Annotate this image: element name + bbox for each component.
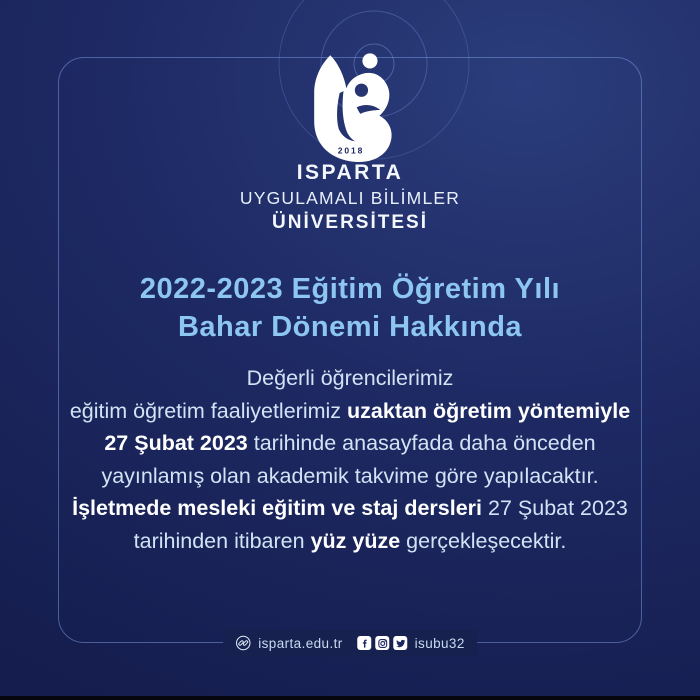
announcement-line: 27 Şubat 2023 tarihinde anasayfada daha önceden <box>104 431 596 455</box>
logo-year: 2018 <box>337 145 365 156</box>
link-icon <box>235 635 251 651</box>
announcement-line: Değerli öğrencilerimiz <box>246 366 454 390</box>
university-name-line1: ISPARTA <box>296 161 404 184</box>
poster-title-line1: 2022-2023 Eğitim Öğretim Yılı <box>139 273 561 305</box>
twitter-icon <box>394 636 408 650</box>
footer-social-icons <box>358 636 408 650</box>
footer-social-handle: isubu32 <box>414 635 465 651</box>
university-name <box>0 161 700 234</box>
university-logo <box>300 50 404 172</box>
footer-website: isparta.edu.tr <box>258 635 343 651</box>
poster-title <box>0 270 700 346</box>
poster-title-line2: Bahar Dönemi Hakkında <box>177 311 523 343</box>
announcement-body <box>0 362 700 557</box>
university-name-line3: ÜNİVERSİTESİ <box>272 212 428 233</box>
announcement-line: yayınlamış olan akademik takvime göre yapılacaktır. <box>101 463 599 488</box>
footer-bar <box>223 630 477 656</box>
instagram-icon <box>376 636 390 650</box>
announcement-line: tarihinden itibaren yüz yüze gerçekleşecektir. <box>133 528 567 553</box>
announcement-line: eğitim öğretim faaliyetlerimiz uzaktan öğretim yöntemiyle <box>69 398 631 423</box>
logo-dot <box>362 53 377 68</box>
announcement-line: İşletmede mesleki eğitim ve staj dersleri 27 Şubat 2023 <box>72 496 628 520</box>
logo-mark <box>300 50 404 172</box>
facebook-icon <box>358 636 372 650</box>
bottom-strip <box>0 696 700 700</box>
university-name-line2: UYGULAMALI BİLİMLER <box>239 188 461 208</box>
